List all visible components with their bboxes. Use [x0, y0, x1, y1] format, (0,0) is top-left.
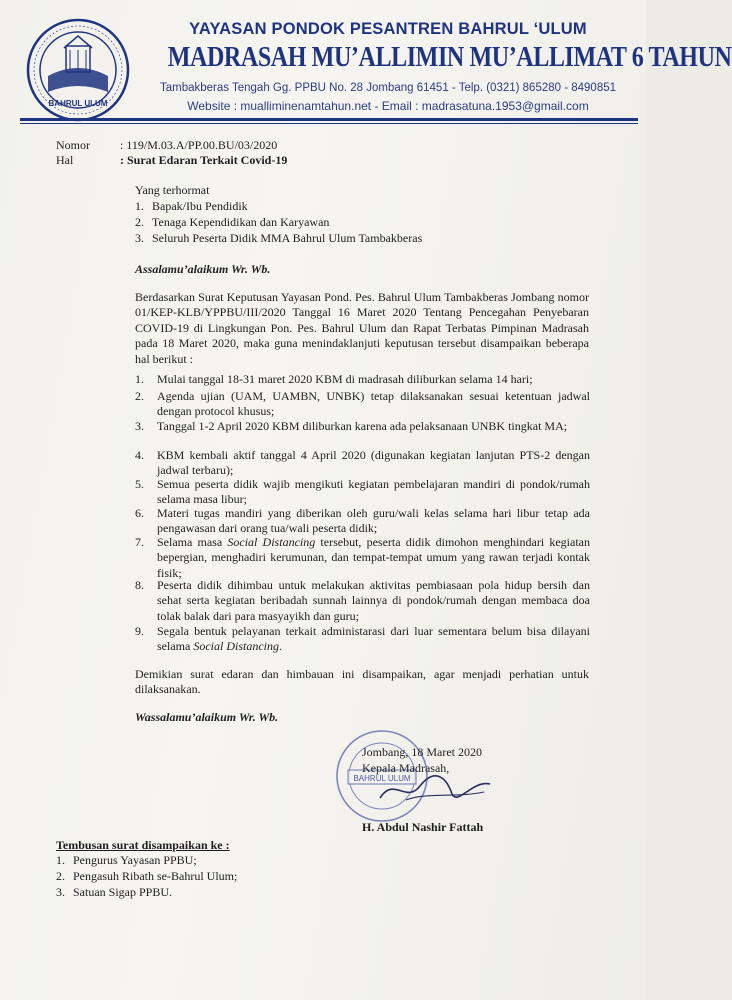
header-rule-thin	[20, 123, 638, 124]
header-rule-thick	[20, 118, 638, 121]
cc-item: Satuan Sigap PPBU.	[73, 885, 173, 899]
recipient-number: 1.	[135, 199, 144, 213]
point-number: 3.	[135, 419, 144, 433]
recipient-item: Tenaga Kependidikan dan Karyawan	[152, 215, 330, 229]
point-text: Materi tugas mandiri yang diberikan oleh guru/wali kelas selama hari libur tetap ada pengawasan dari orang tua/wali peserta didik;	[157, 506, 590, 536]
point-text: Semua peserta didik wajib mengikuti kegiatan pembelajaran mandiri di pondok/rumah selama masa libur;	[157, 477, 590, 507]
svg-text:BAHRUL ULUM: BAHRUL ULUM	[353, 774, 411, 783]
cc-number: 3.	[56, 885, 65, 899]
school-address: Tambakberas Tengah Gg. PPBU No. 28 Jombang 61451 - Telp. (0321) 865280 - 8490851	[159, 82, 617, 94]
point-text: Mulai tanggal 18-31 maret 2020 KBM di madrasah diliburkan selama 14 hari;	[157, 372, 533, 386]
point-number: 4.	[135, 448, 144, 462]
hal-label: Hal	[56, 153, 74, 167]
school-name: MADRASAH MU’ALLIMIN MU’ALLIMAT 6 TAHUN	[167, 42, 732, 73]
handwritten-signature	[376, 770, 496, 810]
point-text: Segala bentuk pelayanan terkait administarasi dari luar sementara belum bisa dilayani selama Social Distancing.	[157, 624, 590, 654]
point-number: 6.	[135, 506, 144, 520]
greeting: Assalamu’alaikum Wr. Wb.	[135, 262, 271, 276]
recipient-number: 3.	[135, 231, 144, 245]
point-text: Tanggal 1-2 April 2020 KBM diliburkan karena ada pelaksanaan UNBK tingkat MA;	[157, 419, 568, 433]
farewell: Wassalamu’alaikum Wr. Wb.	[135, 710, 279, 724]
school-logo	[26, 18, 130, 122]
cc-number: 1.	[56, 853, 65, 867]
cc-title: Tembusan surat disampaikan ke :	[56, 838, 230, 852]
recipients-intro: Yang terhormat	[135, 183, 210, 197]
point-number: 1.	[135, 372, 144, 386]
recipient-item: Bapak/Ibu Pendidik	[152, 199, 248, 213]
point-number: 9.	[135, 624, 144, 638]
point-number: 2.	[135, 389, 144, 403]
point-text: KBM kembali aktif tanggal 4 April 2020 (digunakan kegiatan lanjutan PTS-2 dengan jadwal terbaru);	[157, 448, 590, 478]
closing-paragraph: Demikian surat edaran dan himbauan ini disampaikan, agar menjadi perhatian untuk dilaksanakan.	[135, 667, 589, 697]
place-date: Jombang, 18 Maret 2020	[362, 745, 482, 759]
point-number: 8.	[135, 578, 144, 592]
body-paragraph: Berdasarkan Surat Keputusan Yayasan Pond. Pes. Bahrul Ulum Tambakberas Jombang nomor 01/KEP-KLB/YPPBU/III/2020 Tanggal 16 Maret 2020 Tentang Pencegahan Penyebaran COVID-19 di Lingkungan Pon. Pes. Bahrul Ulum dan Rapat Terbatas Pimpinan Madrasah pada 18 Maret 2020, maka guna menindaklanjuti keputusan tersebut disampaikan beberapa hal berikut :	[135, 290, 589, 366]
foundation-name: YAYASAN PONDOK PESANTREN BAHRUL ‘ULUM	[189, 20, 587, 38]
cc-item: Pengasuh Ribath se-Bahrul Ulum;	[73, 869, 238, 883]
cc-item: Pengurus Yayasan PPBU;	[73, 853, 197, 867]
contact-line: Website : mualliminenamtahun.net - Email : madrasatuna.1953@gmail.com	[187, 99, 589, 113]
cc-number: 2.	[56, 869, 65, 883]
svg-text:BAHRUL ULUM: BAHRUL ULUM	[48, 99, 108, 108]
point-number: 7.	[135, 535, 144, 549]
signature-block	[362, 744, 482, 776]
point-number: 5.	[135, 477, 144, 491]
nomor-value: : 119/M.03.A/PP.00.BU/03/2020	[120, 138, 278, 152]
point-text: Selama masa Social Distancing tersebut, peserta didik dimohon menghindari kegiatan bepergian, menghadiri kerumunan, dan tempat-tempat umum yang rawan terjadi kontak fisik;	[157, 535, 590, 580]
hal-value: : Surat Edaran Terkait Covid-19	[120, 153, 288, 167]
signer-name: H. Abdul Nashir Fattah	[362, 820, 484, 834]
recipient-number: 2.	[135, 215, 144, 229]
point-text: Peserta didik dihimbau untuk melakukan aktivitas pembiasaan pola hidup bersih dan sehat serta kegiatan beribadah sunnah lainnya di pondok/rumah dengan membaca doa tolak balak dari para masyayikh dan guru;	[157, 578, 590, 623]
recipient-item: Seluruh Peserta Didik MMA Bahrul Ulum Tambakberas	[152, 231, 423, 245]
point-text: Agenda ujian (UAM, UAMBN, UNBK) tetap dilaksanakan sesuai ketentuan jadwal dengan protocol khusus;	[157, 389, 590, 419]
nomor-label: Nomor	[56, 138, 90, 152]
signer-position: Kepala Madrasah,	[362, 761, 450, 775]
